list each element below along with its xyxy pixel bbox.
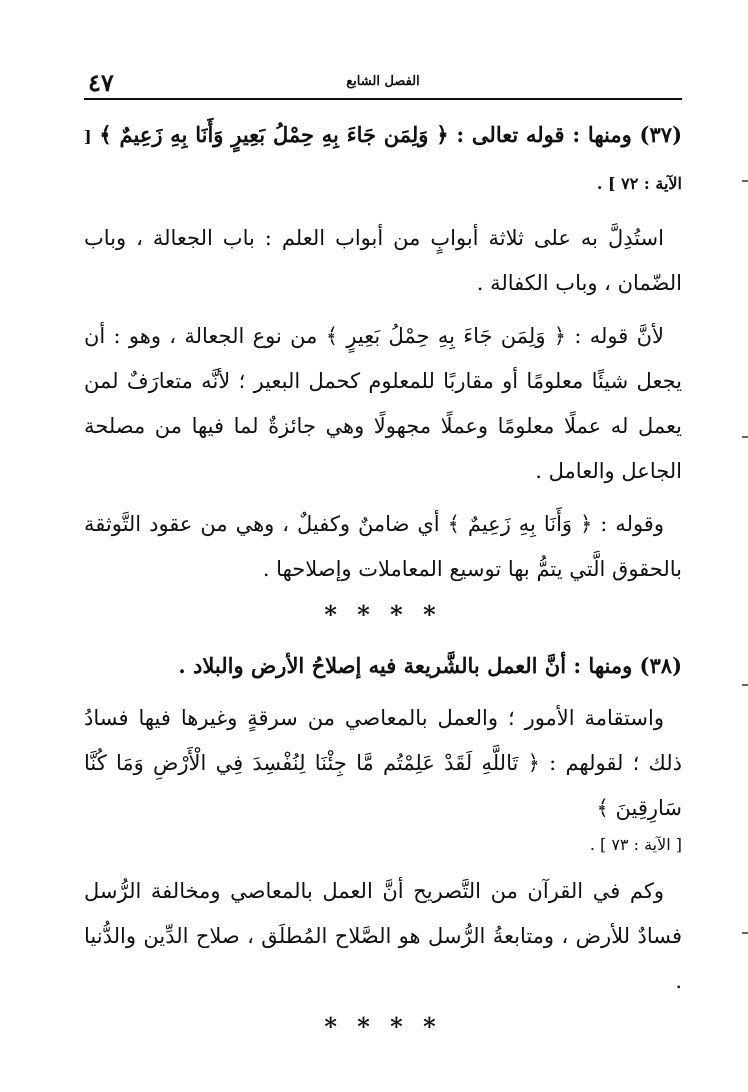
section-37-heading [84,112,682,206]
paragraph: وكم في القرآن من التَّصريح أنَّ العمل بالمعاصي ومخالفة الرُّسل فسادٌ للأرض ، ومتابعةُ الرُّسل هو الصَّلاح المُطلَق ، صلاح الدِّين والدُّنيا . [84,879,682,993]
verse-reference: [ الآية : ٧٢ ] . [84,127,682,193]
paragraph: وقوله : ﴿ وَأَنَا بِهِ زَعِيمٌ ﴾ أي ضامنٌ وكفيلٌ ، وهي من عقود التَّوثقة بالحقوق الَّتي يتمُّ بها توسيع المعاملات وإصلاحها . [84,512,682,581]
section-separator: * * * * [324,1012,442,1041]
page-number: ٤٧ [88,68,114,97]
margin-mark [742,436,748,438]
page-header [84,68,682,96]
verse-reference: [ الآية : ٧٣ ] . [589,835,682,854]
section-38-heading: (٣٨) ومنها : أنَّ العمل بالشَّريعة فيه إصلاحُ الأرض والبلاد . [178,653,682,678]
paragraph: لأنَّ قوله : ﴿ وَلِمَن جَاءَ بِهِ حِمْلُ بَعِيرٍ ﴾ من نوع الجعالة ، وهو : أن يجعل شيئًا معلومًا أو مقاربًا للمعلوم كحمل البعير ؛ لأنَّه متعارَفٌ لمن يعمل له عملًا معلومًا وعملًا مجهولًا وهي جائزةٌ لما فيها من مصلحة الجاعل والعامل . [84,324,682,483]
margin-mark [742,684,748,686]
paragraph: واستقامة الأمور ؛ والعمل بالمعاصي من سرقةٍ وغيرها فيها فسادُ ذلك ؛ لقولهم : ﴿ تَاللَّهِ لَقَدْ عَلِمْتُم مَّا جِئْنَا لِنُفْسِدَ فِي الْأَرْضِ وَمَا كُنَّا سَارِقِينَ ﴾ [84,706,682,820]
margin-mark [742,180,748,182]
page-body [84,112,682,1055]
paragraph: استُدِلَّ به على ثلاثة أبوابٍ من أبواب العلم : باب الجعالة ، وباب الضّمان ، وباب الكفالة . [84,226,682,295]
running-title: الفصل الشابع [346,74,420,89]
section-heading-text: (٣٧) ومنها : قوله تعالى : ﴿ وَلِمَن جَاءَ بِهِ حِمْلُ بَعِيرٍ وَأَنَا بِهِ زَعِيمٌ ﴾ [99,122,682,147]
margin-mark [742,932,748,934]
section-separator: * * * * [324,600,442,629]
header-rule [84,98,682,100]
